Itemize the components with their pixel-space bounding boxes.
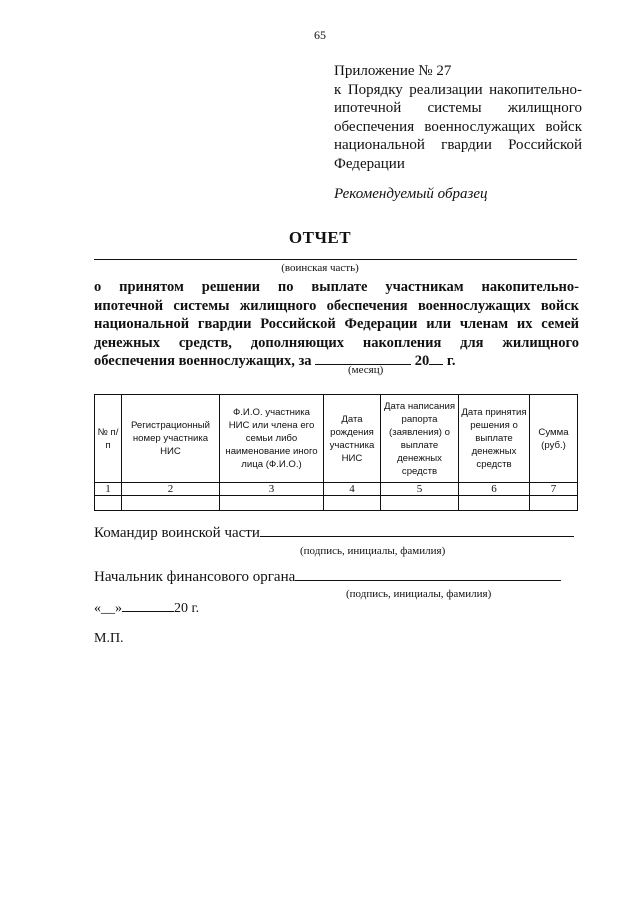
date-year: 20 (174, 601, 188, 616)
description-line: ипотечной системы жилищного обеспечения военнослужащих войск (94, 297, 579, 314)
stamp-place: М.П. (94, 631, 124, 646)
column-number: 4 (324, 483, 381, 496)
table-cell (381, 496, 459, 511)
column-number: 3 (220, 483, 324, 496)
description-line: о принятом решении по выплате участникам накопительно- (94, 279, 579, 295)
sample-note: Рекомендуемый образец (334, 186, 488, 202)
column-header: Сумма (руб.) (530, 395, 578, 483)
table-cell (530, 496, 578, 511)
commander-signature (94, 525, 574, 542)
commander-label: Командир воинской части (94, 525, 260, 541)
year-blank (429, 364, 443, 365)
appendix-line: ипотечной системы жилищного (334, 100, 582, 116)
appendix-title: Приложение № 27 (334, 63, 452, 79)
table-cell (122, 496, 220, 511)
date-line (94, 601, 199, 617)
column-header: Регистрационный номер участника НИС (122, 395, 220, 483)
finance-label: Начальник финансового органа (94, 569, 296, 585)
appendix-line: к Порядку реализации накопительно- (334, 81, 582, 98)
month-caption: (месяц) (348, 364, 384, 376)
date-day-blank: __ (101, 601, 115, 616)
column-header: № п/п (95, 395, 122, 483)
appendix-line: национальной гвардии Российской (334, 137, 582, 153)
finance-signature-line (295, 579, 561, 581)
date-close-quote: » (115, 601, 122, 616)
report-description (94, 278, 579, 371)
description-last-line (94, 352, 579, 371)
description-line: денежных средств, дополняющих накопления для жилищного (94, 334, 579, 351)
table-cell (324, 496, 381, 511)
year-suffix: г. (446, 353, 456, 369)
page-number: 65 (314, 28, 326, 42)
commander-caption: (подпись, инициалы, фамилия) (300, 545, 446, 557)
table-cell (220, 496, 324, 511)
report-title: ОТЧЕТ (288, 228, 352, 247)
commander-signature-line (260, 535, 574, 537)
column-header: Дата написания рапорта (заявления) о выплате денежных средств (381, 395, 459, 483)
description-last-prefix: обеспечения военнослужащих, за (94, 353, 312, 369)
finance-caption: (подпись, инициалы, фамилия) (346, 588, 492, 600)
appendix-line: обеспечения военнослужащих войск (334, 118, 582, 135)
finance-signature (94, 569, 561, 586)
appendix-line: Федерации (334, 155, 405, 172)
report-table (94, 394, 578, 511)
column-number: 7 (530, 483, 578, 496)
military-unit-caption: (воинская часть) (281, 262, 359, 274)
table-cell (459, 496, 530, 511)
column-header: Дата принятия решения о выплате денежных средств (459, 395, 530, 483)
date-month-blank (122, 610, 174, 612)
military-unit-line (94, 259, 577, 260)
date-open-quote: « (94, 601, 101, 616)
column-number: 6 (459, 483, 530, 496)
table-cell (95, 496, 122, 511)
appendix-block (334, 62, 582, 173)
column-number: 5 (381, 483, 459, 496)
date-suffix: г. (191, 601, 200, 616)
column-number: 1 (95, 483, 122, 496)
table-number-row (95, 483, 578, 496)
year-prefix: 20 (414, 353, 430, 369)
table-row (95, 496, 578, 511)
description-line: национальной гвардии Российской Федерации или членам их семей (94, 316, 579, 332)
column-header: Ф.И.О. участника НИС или члена его семьи либо наименование иного лица (Ф.И.О.) (220, 395, 324, 483)
table-header-row (95, 395, 578, 483)
column-header: Дата рождения участника НИС (324, 395, 381, 483)
column-number: 2 (122, 483, 220, 496)
